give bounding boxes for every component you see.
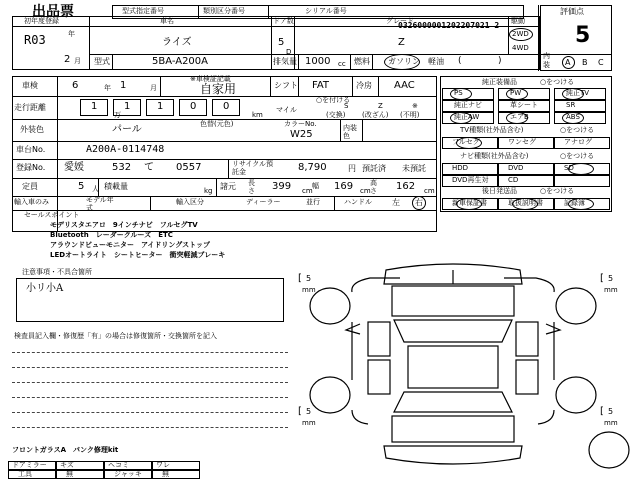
equipment-item: 純正AW bbox=[454, 113, 480, 121]
category-label: 類別区分番号 bbox=[203, 7, 245, 15]
option-cell bbox=[498, 163, 554, 175]
inspector-line bbox=[12, 397, 288, 398]
ac-value: AAC bbox=[394, 80, 415, 91]
doors-label: ドア数 bbox=[273, 17, 294, 25]
equipment-circle bbox=[506, 88, 528, 100]
model-value: 5BA-A200A bbox=[152, 56, 209, 67]
door-rr bbox=[516, 360, 538, 394]
legend-value: ジャッキ bbox=[114, 470, 142, 478]
inspection-label: 車検 bbox=[22, 81, 38, 90]
bracket-close: ) bbox=[498, 56, 502, 66]
selling-point-line: Bluetooth レーダークルーズ ETC bbox=[50, 231, 173, 239]
option-label: CD bbox=[508, 176, 519, 184]
odometer-digit: 1 bbox=[91, 101, 98, 112]
option-label: フルセグ bbox=[452, 138, 480, 146]
option-cell bbox=[498, 175, 554, 187]
odometer-digit: 0 bbox=[190, 101, 197, 112]
side-left bbox=[352, 278, 400, 424]
inspection-year-mark: 年 bbox=[104, 84, 111, 92]
inspector-line bbox=[12, 367, 288, 368]
model-year-label: モデル年式 bbox=[86, 196, 114, 212]
legend-header: ヘコミ bbox=[108, 461, 129, 469]
first-reg-label: 初年度登録 bbox=[24, 17, 59, 25]
recycle-label: リサイクル預託金 bbox=[232, 160, 274, 176]
first-reg-era: R03 bbox=[24, 33, 46, 47]
rear-bumper bbox=[384, 446, 522, 464]
len-label: 長さ bbox=[248, 179, 255, 195]
door-rl bbox=[368, 360, 390, 394]
nav-circle-note: ○をつける bbox=[560, 152, 595, 160]
man-unit: 万 bbox=[114, 111, 121, 119]
legend-cell bbox=[152, 470, 200, 479]
reg-pref: 愛媛 bbox=[64, 162, 84, 173]
dims-label: 諸元 bbox=[220, 182, 236, 191]
legend-header: ワレ bbox=[156, 461, 170, 469]
legend-header: キズ bbox=[60, 461, 74, 469]
equipment-item: PS bbox=[454, 89, 463, 97]
option-label: DVD再生対 bbox=[452, 176, 489, 184]
wheel-rear-left bbox=[310, 377, 350, 413]
equipment-circle bbox=[450, 88, 472, 100]
equipment-item: PW bbox=[510, 89, 522, 97]
capacity-unit: 人 bbox=[92, 185, 99, 193]
rear-window bbox=[394, 392, 512, 412]
inspection-month: 1 bbox=[120, 80, 127, 91]
use-value: 自家用 bbox=[200, 82, 237, 96]
car-name: ライズ bbox=[162, 37, 192, 48]
selling-points-label: セールスポイント bbox=[24, 211, 80, 219]
ac-label: 冷房 bbox=[356, 81, 372, 90]
door-fr bbox=[516, 322, 538, 356]
equipment-item: ABS bbox=[566, 113, 580, 121]
equipment-item: 革シート bbox=[510, 101, 538, 109]
option-label: 取扱説明書 bbox=[508, 199, 543, 207]
tire-bracket: [ bbox=[298, 406, 302, 417]
height-unit: cm bbox=[424, 187, 435, 195]
std-circle-note: ○をつける bbox=[540, 78, 575, 86]
capacity-label: 定員 bbox=[22, 182, 38, 191]
serial-number: 0326000001202207021 2 bbox=[398, 21, 500, 30]
grade-value: Z bbox=[398, 37, 405, 48]
trunk bbox=[392, 416, 514, 442]
tire-depth-value: 5 bbox=[608, 274, 614, 283]
displacement-label: 排気量 bbox=[273, 57, 297, 66]
legend-header: ドアミラー bbox=[12, 461, 47, 469]
model-label: 型式 bbox=[94, 57, 110, 66]
tv-circle-note: ○をつける bbox=[560, 126, 595, 134]
legend-value: 無 bbox=[66, 470, 73, 478]
recycle-status: 預託済 bbox=[362, 164, 386, 173]
mirror-right bbox=[546, 324, 560, 334]
side-right bbox=[504, 278, 554, 424]
equipment-cell bbox=[554, 100, 606, 112]
inspector-line bbox=[12, 427, 288, 428]
doors-suffix: D bbox=[286, 48, 292, 56]
drive-4wd: 4WD bbox=[512, 44, 529, 52]
equipment-circle bbox=[450, 112, 472, 124]
cc-unit: cc bbox=[338, 60, 346, 68]
year-mark: 年 bbox=[68, 30, 75, 38]
equipment-item: SR bbox=[566, 101, 576, 109]
option-circle bbox=[456, 198, 482, 210]
first-reg-month: 2 bbox=[64, 54, 71, 65]
interior-color-label: 内装色 bbox=[343, 124, 357, 140]
tire-depth-value: 5 bbox=[306, 274, 312, 283]
mileage-opt-exchange: (交換) bbox=[326, 111, 346, 119]
recycle-unit: 円 bbox=[348, 164, 356, 173]
drive-label: 駆動 bbox=[511, 17, 525, 25]
recycle-value: 8,790 bbox=[298, 162, 327, 173]
selling-point-line: LEDオートライト シートヒーター 衝突軽減ブレーキ bbox=[50, 251, 226, 259]
inspector-line bbox=[12, 382, 288, 383]
option-label: ワンセグ bbox=[508, 138, 536, 146]
month-mark: 月 bbox=[74, 57, 81, 65]
equipment-item: エアB bbox=[510, 113, 529, 121]
wheel-rear-right bbox=[556, 377, 596, 413]
chassis-label: 車台No. bbox=[16, 145, 46, 154]
mileage-z-mark: Z bbox=[378, 102, 383, 110]
mileage-s-mark: S bbox=[344, 102, 349, 110]
interior-a: A bbox=[565, 58, 571, 67]
odometer-digit: 1 bbox=[124, 101, 131, 112]
mirror-left bbox=[346, 324, 360, 334]
inspector-line bbox=[12, 412, 288, 413]
import-label: 輸入車のみ bbox=[14, 198, 49, 206]
equipment-circle bbox=[562, 112, 584, 124]
equipment-item: 純正TV bbox=[566, 89, 590, 97]
color-no-value: W25 bbox=[290, 129, 313, 140]
option-circle bbox=[512, 198, 538, 210]
capacity-value: 5 bbox=[78, 181, 85, 192]
displacement-value: 1000 bbox=[305, 56, 331, 67]
chassis-value: A200A-0114748 bbox=[86, 144, 165, 155]
tire-bracket: [ bbox=[298, 273, 302, 284]
kg-unit: kg bbox=[204, 187, 213, 195]
interior-b: B bbox=[582, 58, 588, 67]
color-no-label: カラーNo. bbox=[284, 120, 317, 128]
handle-label: ハンドル bbox=[344, 198, 372, 206]
recycle-status2: 未預託 bbox=[402, 164, 426, 173]
diesel-label: 軽油 bbox=[428, 57, 444, 66]
use-note: ※車検証記載 bbox=[190, 75, 231, 83]
door-fl bbox=[368, 322, 390, 356]
option-label: 新車保証書 bbox=[452, 199, 487, 207]
fuel-value: ガソリン bbox=[388, 57, 420, 66]
bracket-open: ( bbox=[458, 56, 462, 66]
km-unit: km bbox=[252, 111, 263, 119]
spare-wheel bbox=[589, 432, 629, 468]
tire-bracket: [ bbox=[600, 406, 604, 417]
len-unit: cm bbox=[302, 187, 313, 195]
attention-text: 小リ小A bbox=[26, 283, 64, 294]
mileage-opt-mile: マイル bbox=[276, 106, 297, 114]
option-cell bbox=[442, 163, 498, 175]
equipment-circle bbox=[506, 112, 528, 124]
equipment-circle bbox=[562, 88, 584, 100]
legend-value: 無 bbox=[162, 470, 169, 478]
tire-bracket: [ bbox=[600, 273, 604, 284]
post-items-label: 後日発送品 bbox=[482, 187, 517, 195]
import-class-label: 輸入区分 bbox=[176, 198, 204, 206]
selling-point-line: モデリスタエアロ 9インチナビ フルセグTV bbox=[50, 221, 198, 229]
tire-depth-unit: mm bbox=[604, 419, 618, 427]
score-value: 5 bbox=[575, 23, 591, 48]
color-change-label: 色替(元色) bbox=[200, 120, 234, 128]
option-circle bbox=[568, 198, 594, 210]
car-diagram bbox=[290, 262, 640, 480]
option-label: HDD bbox=[452, 164, 469, 172]
option-circle bbox=[456, 137, 482, 149]
mileage-circle-note: ○を付ける bbox=[316, 96, 351, 104]
mileage-label: 走行距離 bbox=[14, 103, 46, 112]
shift-value: FAT bbox=[312, 80, 330, 91]
tire-depth-unit: mm bbox=[302, 286, 316, 294]
roof bbox=[408, 346, 498, 388]
selling-point-line: アラウンドビューモニター アイドリングストップ bbox=[50, 241, 210, 249]
windshield-note: フロントガラスA パンク修理kit bbox=[12, 446, 119, 454]
windshield bbox=[394, 320, 512, 342]
parallel-label: 並行 bbox=[306, 198, 320, 206]
reg-number: 0557 bbox=[176, 162, 202, 173]
tv-type-label: TV種類(社外品含む) bbox=[460, 126, 524, 134]
tire-depth-value: 5 bbox=[608, 407, 614, 416]
load-label: 積載量 bbox=[104, 182, 128, 191]
dealer-label: ディーラー bbox=[246, 198, 281, 206]
option-label: SD bbox=[564, 164, 574, 172]
inspector-line bbox=[12, 352, 288, 353]
inspection-month-mark: 月 bbox=[150, 84, 157, 92]
odometer-digit: 0 bbox=[223, 101, 230, 112]
exterior-value: パール bbox=[112, 124, 142, 135]
reg-label: 登録No. bbox=[16, 163, 46, 172]
len-value: 399 bbox=[272, 181, 292, 192]
post-circle-note: ○をつける bbox=[540, 187, 575, 195]
interior-c: C bbox=[598, 58, 604, 67]
tire-depth-unit: mm bbox=[604, 286, 618, 294]
hood bbox=[392, 286, 514, 316]
handle-right: 右 bbox=[415, 198, 423, 207]
legend-cell bbox=[8, 470, 56, 479]
inspector-label: 検査員記入欄・修復歴「有」の場合は修復箇所・交換箇所を記入 bbox=[14, 332, 217, 340]
tire-depth-value: 5 bbox=[306, 407, 312, 416]
exterior-label: 外装色 bbox=[20, 125, 44, 134]
drive-2wd: 2WD bbox=[512, 30, 529, 38]
wheel-front-right bbox=[556, 288, 596, 324]
width-unit: cm bbox=[360, 187, 371, 195]
fuel-label: 燃料 bbox=[354, 57, 370, 66]
attention-label: 注意事項・不具合箇所 bbox=[22, 268, 92, 276]
legend-value: 工具 bbox=[18, 470, 32, 478]
type-designation-label: 型式指定番号 bbox=[122, 7, 164, 15]
doors-value: 5 bbox=[278, 37, 285, 48]
mileage-opt-unknown: (不明) bbox=[400, 111, 420, 119]
option-cell bbox=[554, 175, 610, 187]
serial-label: シリアル番号 bbox=[305, 7, 347, 15]
mileage-opt-tamper: (改ざん) bbox=[362, 111, 389, 119]
option-label: DVD bbox=[508, 164, 524, 172]
reg-kana: て bbox=[144, 162, 154, 173]
shift-label: シフト bbox=[274, 81, 298, 90]
legend-cell bbox=[56, 470, 104, 479]
inspection-year: 6 bbox=[72, 80, 79, 91]
reg-class: 532 bbox=[112, 162, 132, 173]
height-value: 162 bbox=[396, 181, 416, 192]
form-title: 出品票 bbox=[32, 4, 74, 20]
mileage-star-mark: ※ bbox=[412, 102, 418, 110]
option-circle bbox=[568, 163, 594, 175]
wheel-front-left bbox=[310, 288, 350, 324]
car-name-label: 車名 bbox=[160, 17, 174, 25]
grade-label: グレード bbox=[386, 17, 414, 25]
nav-type-label: ナビ種類(社外品含む) bbox=[460, 152, 529, 160]
option-label: アナログ bbox=[564, 138, 592, 146]
interior-grade-label: 内装 bbox=[543, 52, 550, 69]
width-value: 169 bbox=[334, 181, 354, 192]
odometer-digit: 1 bbox=[157, 101, 164, 112]
width-label: 幅 bbox=[312, 182, 319, 190]
equipment-item: 純正ナビ bbox=[454, 101, 482, 109]
option-label: 記録簿 bbox=[564, 199, 585, 207]
tire-depth-unit: mm bbox=[302, 419, 316, 427]
std-equipment-label: 純正装備品 bbox=[482, 78, 517, 86]
score-label: 評価点 bbox=[560, 7, 584, 16]
handle-left: 左 bbox=[392, 198, 400, 207]
height-label: 高さ bbox=[370, 179, 377, 195]
